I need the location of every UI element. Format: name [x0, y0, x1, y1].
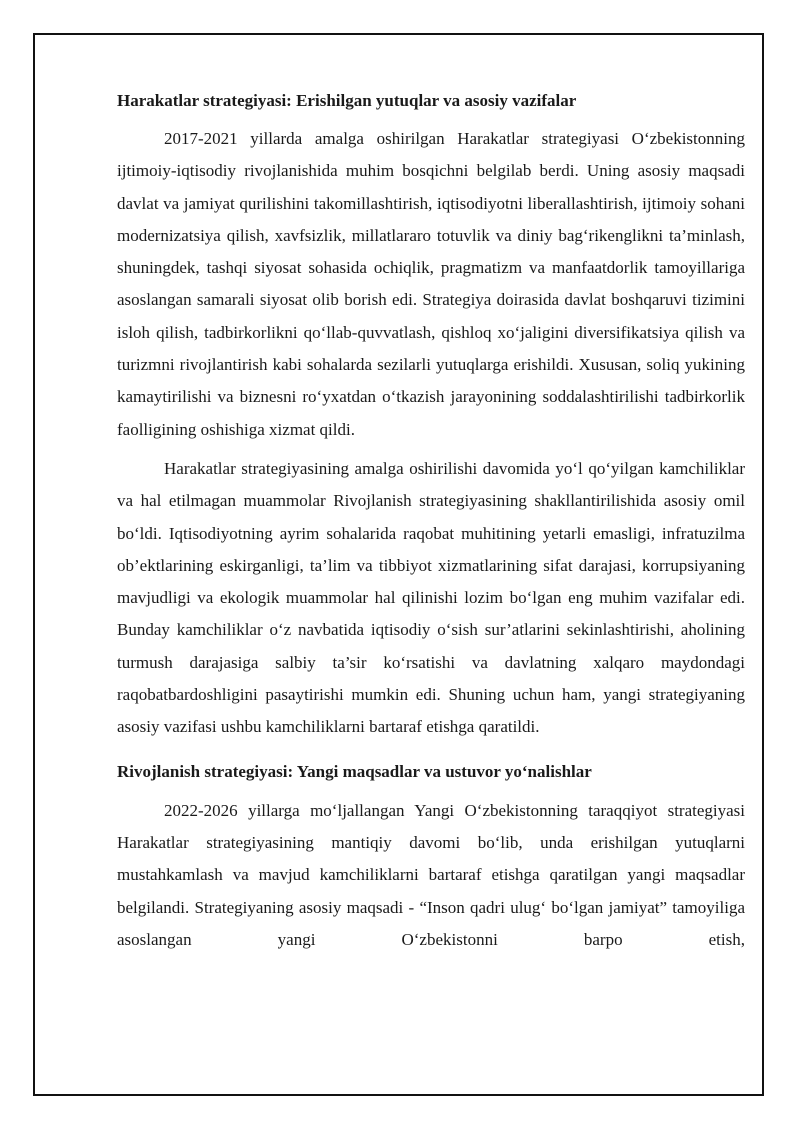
- document-content: [117, 85, 745, 956]
- section-heading: Harakatlar strategiyasi: Erishilgan yutuqlar va asosiy vazifalar: [117, 91, 577, 110]
- section-heading: Rivojlanish strategiyasi: Yangi maqsadlar va ustuvor yo‘nalishlar: [117, 761, 592, 781]
- paragraph: 2022-2026 yillarga mo‘ljallangan Yangi O‘zbekistonning taraqqiyot strategiyasi Harakatlar strategiyasining mantiqiy davomi bo‘lib, unda erishilgan yutuqlarni mustahkamlash va mavjud kamchiliklarni bartaraf etishga qaratilgan yangi maqsadlar belgilandi. Strategiyaning asosiy maqsadi - “Inson qadri ulug‘ bo‘lgan jamiyat” tamoyiliga asoslangan yangi O‘zbekistonni barpo etish,: [117, 800, 745, 949]
- page-border: [33, 33, 764, 1096]
- paragraph: Harakatlar strategiyasining amalga oshirilishi davomida yo‘l qo‘yilgan kamchiliklar va hal etilmagan muammolar Rivojlanish strategiyasining shakllantirilishida asosiy omil bo‘ldi. Iqtisodiyotning ayrim sohalarida raqobat muhitining yetarli emasligi, infratuzilma ob’ektlarining eskirganligi, ta’lim va tibbiyot xizmatlarining sifat darajasi, korrupsiyaning mavjudligi va ekologik muammolar hal qilinishi lozim bo‘lgan eng muhim vazifalar edi. Bunday kamchiliklar o‘z navbatida iqtisodiy o‘sish sur’atlarini sekinlashtirishi, aholining turmush darajasiga salbiy ta’sir ko‘rsatishi va davlatning xalqaro maydondagi raqobatbardoshligini pasaytirishi mumkin edi. Shuning uchun ham, yangi strategiyaning asosiy vazifasi ushbu kamchiliklarni bartaraf etishga qaratildi.: [117, 458, 745, 737]
- paragraph: 2017-2021 yillarda amalga oshirilgan Harakatlar strategiyasi O‘zbekistonning ijtimoiy-iqtisodiy rivojlanishida muhim bosqichni belgilab berdi. Uning asosiy maqsadi davlat va jamiyat qurilishini takomillashtirish, iqtisodiyotni liberallashtirish, ijtimoiy sohani modernizatsiya qilish, xavfsizlik, millatlararo totuvlik va diniy bag‘rikenglikni ta’minlash, shuningdek, tashqi siyosat sohasida ochiqlik, pragmatizm va manfaatdorlik tamoyillariga asoslangan samarali siyosat olib borish edi. Strategiya doirasida davlat boshqaruvi tizimini isloh qilish, tadbirkorlikni qo‘llab-quvvatlash, qishloq xo‘jaligini diversifikatsiya qilish va turizmni rivojlantirish kabi sohalarda sezilarli yutuqlarga erishildi. Xususan, soliq yukining kamaytirilishi va biznesni ro‘yxatdan o‘tkazish jarayonining soddalashtirilishi tadbirkorlik faolligining oshishiga xizmat qildi.: [117, 129, 745, 439]
